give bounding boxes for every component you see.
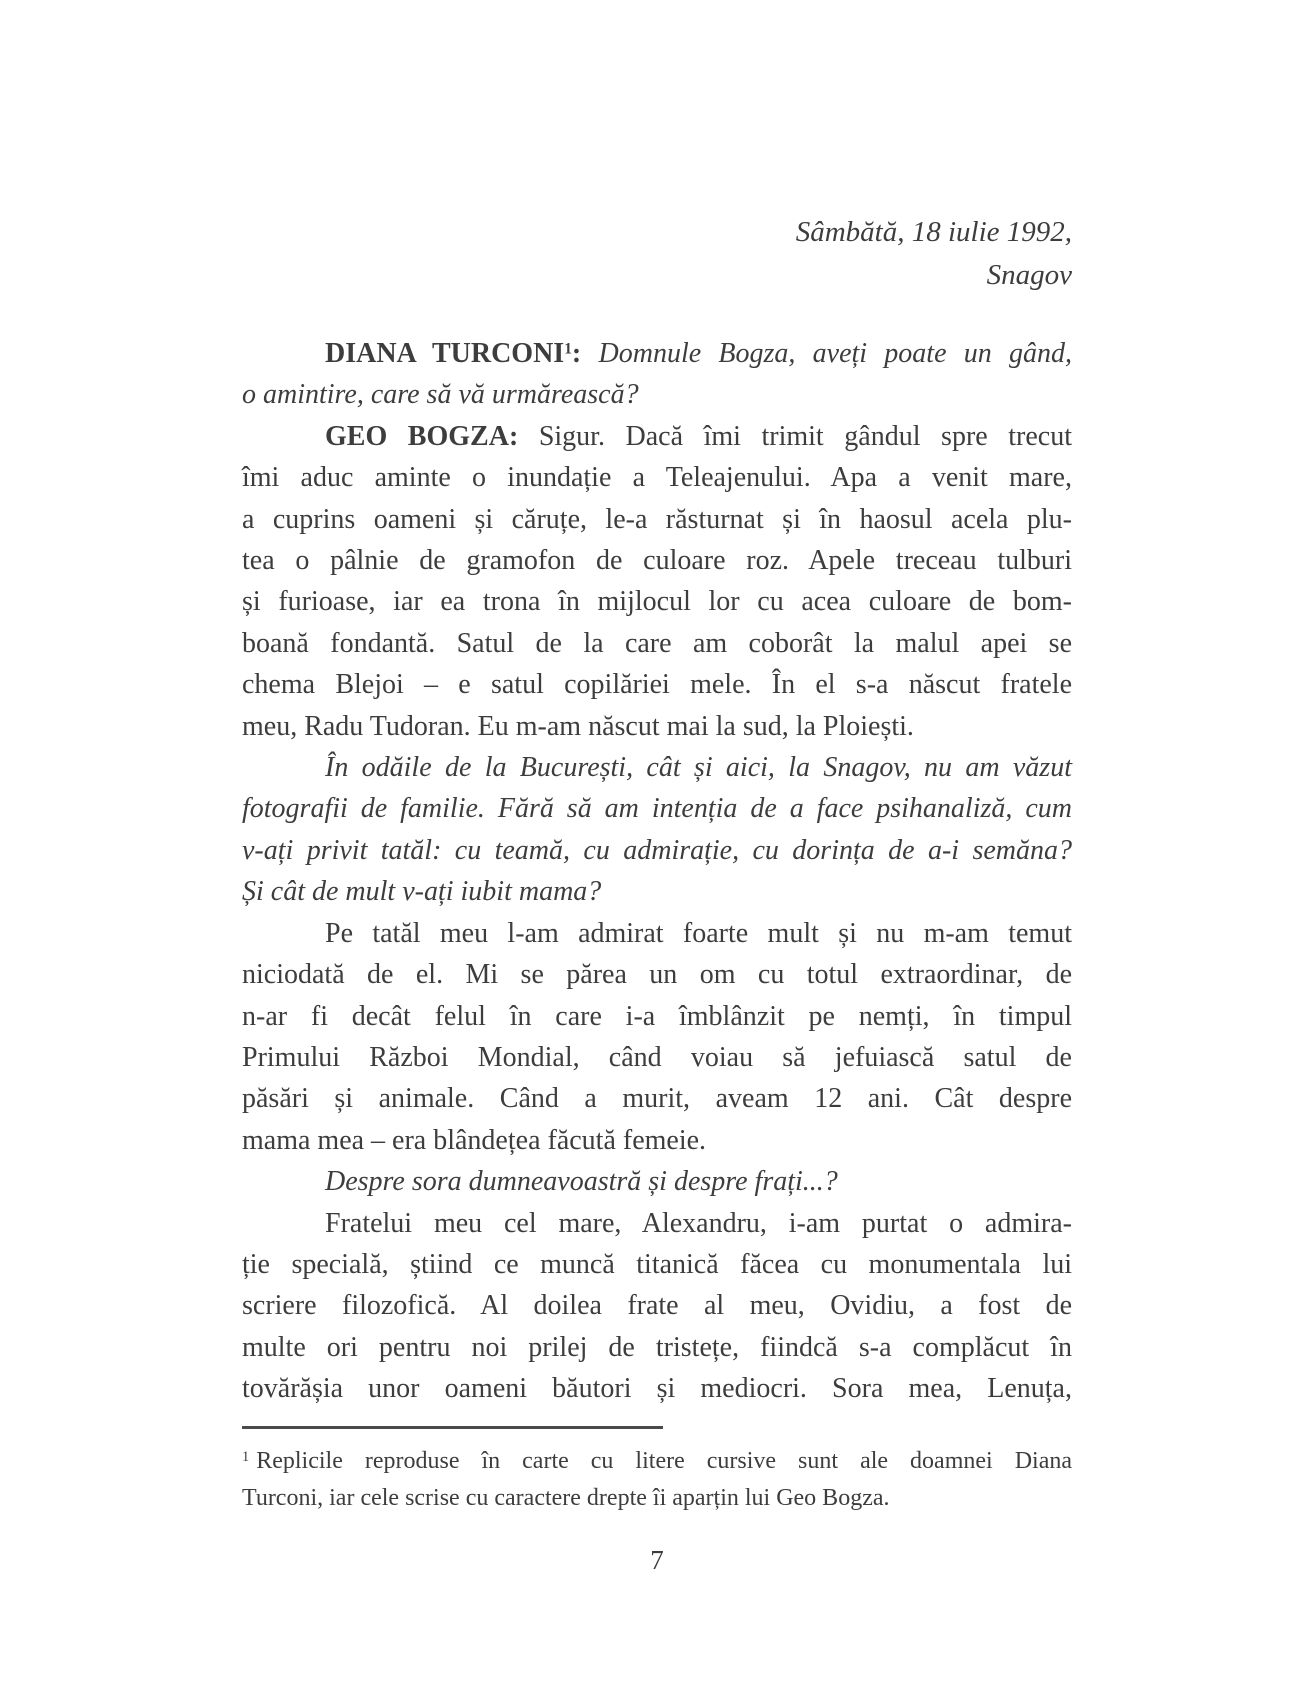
text-line: fotografii de familie. Fără să am intenția de a face psihanaliză, cum [242,793,1072,825]
footnote-reference: 1 [564,340,572,358]
text-line: meu, Radu Tudoran. Eu m-am născut mai la sud, la Ploiești. [242,710,914,742]
dateline-date: Sâmbătă, 18 iulie 1992, [795,216,1072,248]
text-line: multe ori pentru noi prilej de tristețe, fiindcă s-a complăcut în [242,1331,1072,1363]
text-line: Și cât de mult v-ați iubit mama? [242,876,602,908]
text-line [242,416,1072,457]
footnote [242,1443,1072,1517]
paragraph [242,416,1072,747]
text-line: tea o pâlnie de gramofon de culoare roz. Apele treceau tulburi [242,545,1072,577]
footnote-text: Replicile reproduse în carte cu litere cursive sunt ale doamnei Diana [256,1448,1072,1474]
footnote-line [242,1443,1072,1480]
speaker-name: GEO BOGZA: [325,420,519,452]
text-line: tovărășia unor oameni băutori și mediocri. Sora mea, Lenuța, [242,1373,1072,1405]
text-line: n-ar fi decât felul în care i-a îmblânzit pe nemți, în timpul [242,1000,1072,1032]
footnote-line: Turconi, iar cele scrise cu caractere drepte îi aparțin lui Geo Bogza. [242,1485,890,1511]
text-line: În odăile de la București, cât și aici, la Snagov, nu am văzut [325,752,1072,784]
paragraph [242,747,1072,913]
paragraph [242,333,1072,416]
line-text: Sigur. Dacă îmi trimit gândul spre trecut [538,420,1072,452]
text-line: v-ați privit tatăl: cu teamă, cu admirație, cu dorința de a-i semăna? [242,834,1072,866]
text-line: chema Blejoi – e satul copilăriei mele. În el s-a născut fratele [242,669,1072,701]
paragraph [242,913,1072,1161]
text-line: o amintire, care să vă urmărească? [242,379,639,411]
footnote-separator-rule [242,1426,663,1429]
text-line: Pe tatăl meu l-am admirat foarte mult și nu m-am temut [325,917,1072,949]
text-line: boană fondantă. Satul de la care am coborât la malul apei se [242,627,1072,659]
text-line: mama mea – era blândețea făcută femeie. [242,1124,707,1156]
text-line: și furioase, iar ea trona în mijlocul lor cu acea culoare de bom- [242,586,1072,618]
text-line [242,333,1072,374]
text-line: scriere filozofică. Al doilea frate al meu, Ovidiu, a fost de [242,1290,1072,1322]
paragraph [242,1161,1072,1202]
text-line: îmi aduc aminte o inundație a Teleajenului. Apa a venit mare, [242,462,1072,494]
paragraph [242,1203,1072,1410]
text-line: a cuprins oameni și căruțe, le-a răsturnat și în haosul acela plu- [242,503,1072,535]
text-line: ție specială, știind ce muncă titanică făcea cu monumentala lui [242,1248,1072,1280]
page-number: 7 [650,1545,664,1575]
line-text: Domnule Bogza, aveți poate un gând, [598,338,1072,369]
text-line: Despre sora dumneavoastră și despre frați...? [325,1166,838,1198]
text-line: păsări și animale. Când a murit, aveam 12 ani. Cât despre [242,1083,1072,1115]
footnote-marker: 1 [242,1448,250,1465]
dateline [796,211,1072,297]
text-line: niciodată de el. Mi se părea un om cu totul extraordinar, de [242,959,1072,991]
body-text [242,333,1072,1410]
speaker-name: DIANA TURCONI$^1$: [325,338,582,369]
text-line: Fratelui meu cel mare, Alexandru, i-am purtat o admira- [325,1207,1072,1239]
dateline-place: Snagov [986,259,1072,291]
text-line: Primului Război Mondial, când voiau să jefuiască satul de [242,1041,1072,1073]
